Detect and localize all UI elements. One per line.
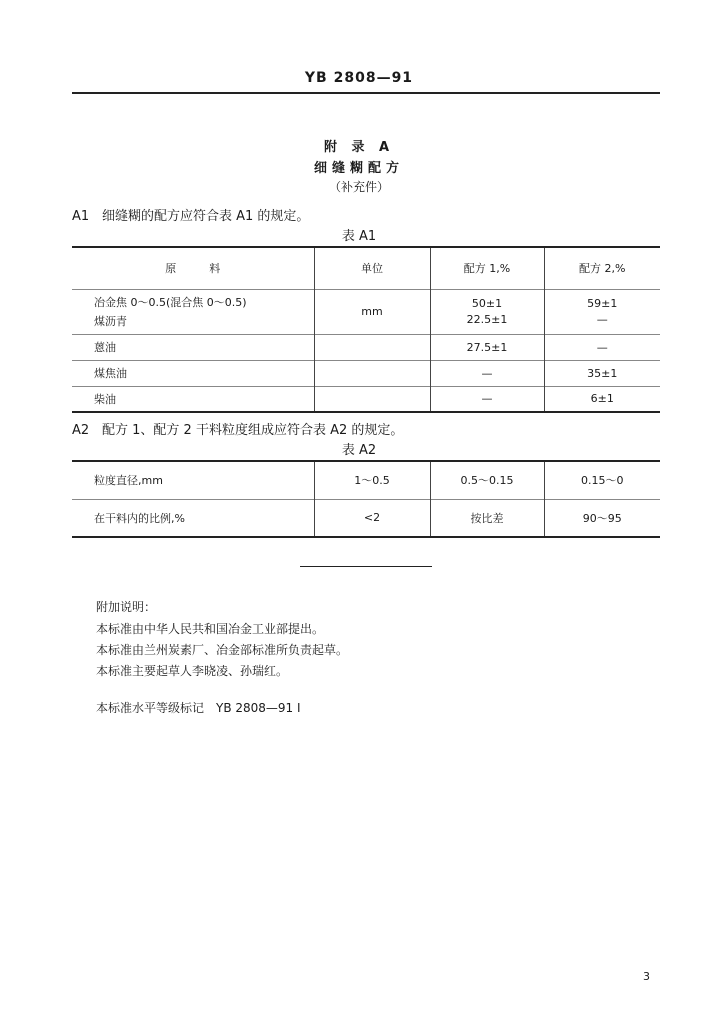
notes-grade-mark: 本标准水平等级标记 YB 2808—91 I (96, 701, 301, 715)
table-row (72, 461, 660, 499)
table-a1-caption: 表 A1 (341, 229, 377, 244)
table-a1-unit-cell (314, 386, 430, 412)
table-a2-ratio2-cell: 按比差 (430, 499, 544, 537)
notes-line-drafter: 本标准由兰州炭素厂、冶金部标准所负责起草。 (96, 643, 349, 657)
table-a2-label-cell: 粒度直径,mm (72, 461, 314, 499)
formula1-pitch: 22.5±1 (466, 313, 508, 326)
table-row (72, 289, 660, 334)
notes-heading: 附加说明： (96, 600, 157, 614)
table-a1-material-cell: 煤焦油 (72, 360, 314, 386)
page-number: 3 (643, 970, 650, 983)
table-a2-ratio1-cell: <2 (314, 499, 430, 537)
table-a1-unit-cell: mm (314, 289, 430, 334)
table-a1-material-cell: 柴油 (72, 386, 314, 412)
clause-a1 (72, 205, 309, 224)
clause-a2-text: 配方 1、配方 2 干料粒度组成应符合表 A2 的规定。 (102, 423, 404, 438)
table-a1-unit-cell (314, 334, 430, 360)
table-a2-range1-cell: 1～0.5 (314, 461, 430, 499)
table-a1-formula1-cell: — (430, 386, 544, 412)
table-a1-header-row (72, 247, 660, 289)
table-a2-caption: 表 A2 (341, 443, 377, 458)
table-a2 (72, 460, 660, 538)
table-row (72, 334, 660, 360)
table-a2-label-cell: 在干料内的比例,% (72, 499, 314, 537)
formula2-coke: 59±1 (587, 297, 618, 310)
table-a1-header-formula2: 配方 2,% (544, 247, 660, 289)
notes-line-authors: 本标准主要起草人李晓凌、孙瑞红。 (96, 664, 289, 678)
table-a1-formula2-cell: 6±1 (544, 386, 660, 412)
table-a1-formula1-cell (430, 289, 544, 334)
table-row (72, 360, 660, 386)
table-a2-ratio3-cell: 90～95 (544, 499, 660, 537)
table-a1-formula1-cell: — (430, 360, 544, 386)
table-row (72, 386, 660, 412)
table-a1 (72, 246, 660, 413)
appendix-label: 附 录 A (323, 140, 395, 155)
clause-a2 (72, 419, 403, 438)
clause-a2-number: A2 (72, 423, 90, 438)
table-a1-material-cell (72, 289, 314, 334)
document-code: YB 2808—91 (304, 70, 414, 86)
table-a1-material-cell: 蒽油 (72, 334, 314, 360)
table-a1-formula2-cell (544, 289, 660, 334)
table-a2-range2-cell: 0.5～0.15 (430, 461, 544, 499)
appendix-title: 细缝糊配方 (313, 161, 404, 176)
table-a1-header-material: 原 料 (72, 247, 314, 289)
formula1-coke: 50±1 (471, 297, 503, 310)
table-a1-unit-cell (314, 360, 430, 386)
table-a2-range3-cell: 0.15～0 (544, 461, 660, 499)
table-a1-header-unit: 单位 (314, 247, 430, 289)
clause-a1-text: 细缝糊的配方应符合表 A1 的规定。 (102, 209, 310, 224)
material-coke: 冶金焦 0～0.5(混合焦 0～0.5) (94, 296, 247, 309)
section-separator (300, 566, 432, 567)
table-row (72, 499, 660, 537)
material-pitch: 煤沥青 (94, 315, 127, 328)
table-a1-formula2-cell: 35±1 (544, 360, 660, 386)
table-a1-formula2-cell: — (544, 334, 660, 360)
table-a1-header-formula1: 配方 1,% (430, 247, 544, 289)
appendix-subtitle: （补充件） (328, 180, 389, 194)
formula2-pitch: — (596, 313, 608, 326)
header-rule (72, 92, 660, 94)
table-a1-formula1-cell: 27.5±1 (430, 334, 544, 360)
clause-a1-number: A1 (72, 209, 90, 224)
notes-line-proposer: 本标准由中华人民共和国冶金工业部提出。 (96, 622, 325, 636)
